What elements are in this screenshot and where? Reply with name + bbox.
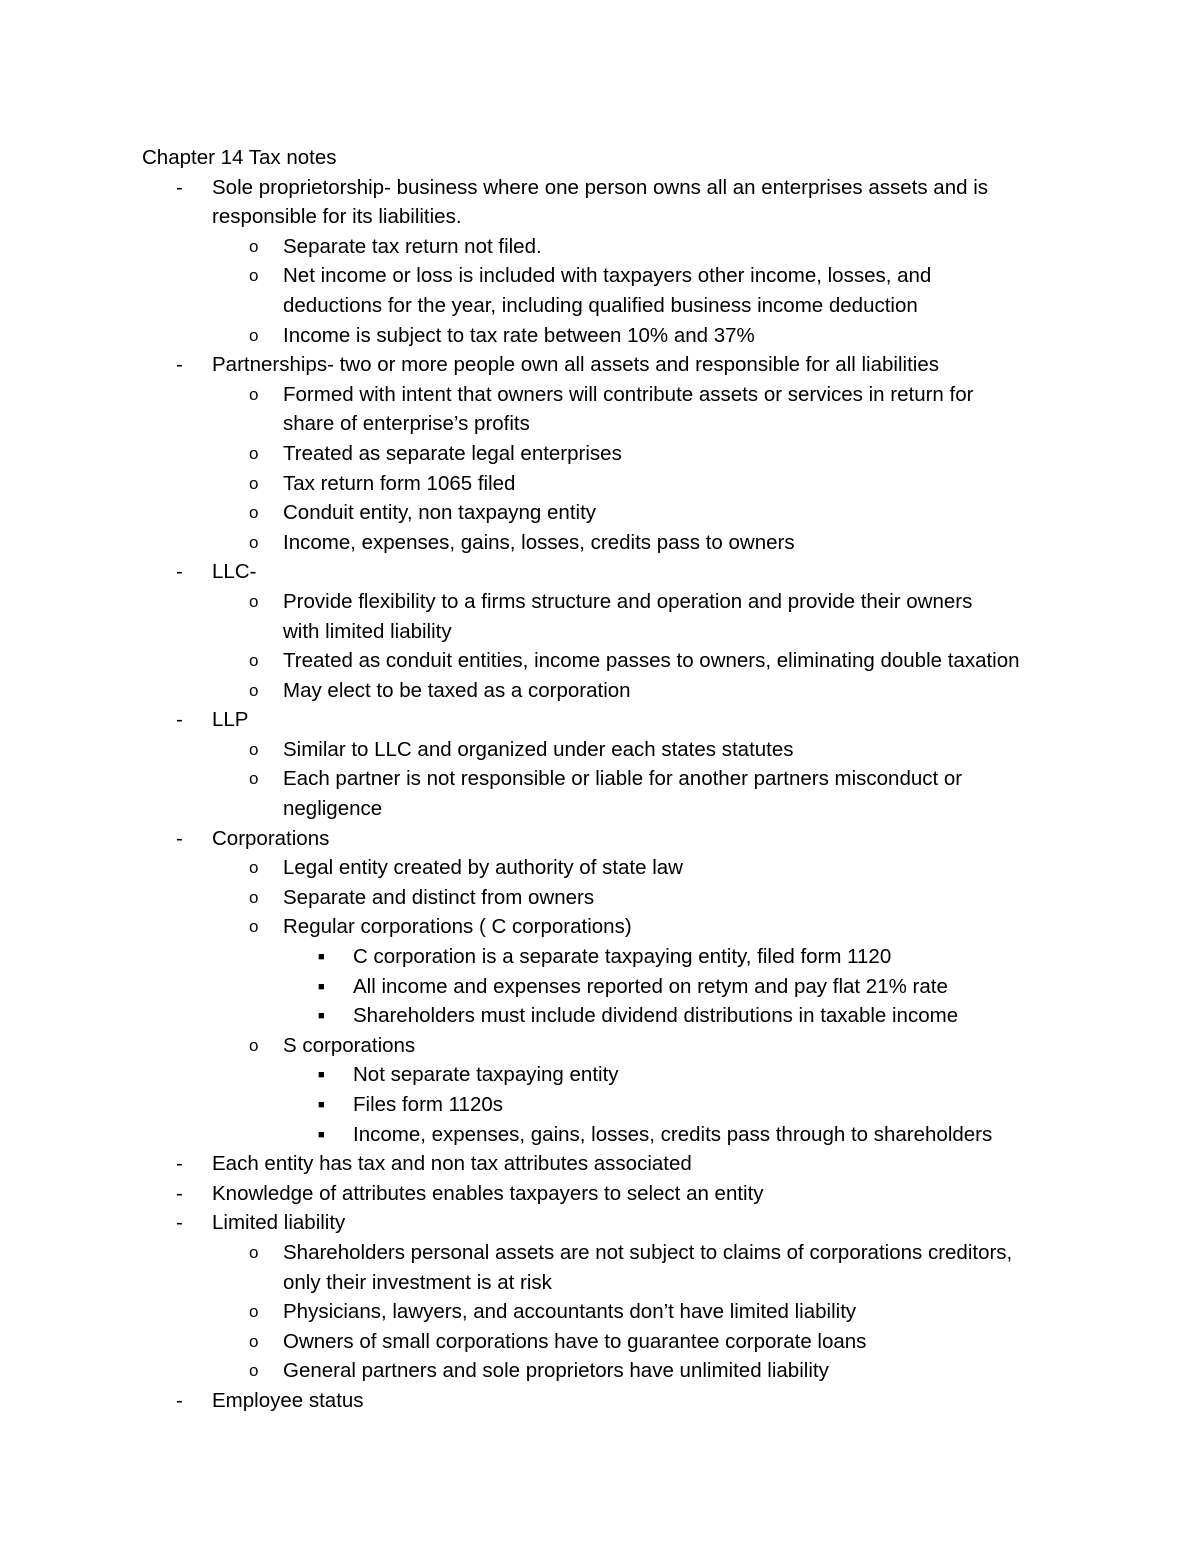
- circle-bullet: o: [249, 473, 259, 493]
- list-item: [0, 1120, 1200, 1150]
- list-item-text: Partnerships- two or more people own all assets and responsible for all liabilities: [212, 353, 939, 377]
- circle-bullet: o: [249, 443, 259, 463]
- dash-bullet: -: [176, 1152, 183, 1176]
- list-item-text: Net income or loss is included with taxpayers other income, losses, and: [283, 264, 932, 288]
- dash-bullet: -: [176, 708, 183, 732]
- list-item-text: S corporations: [283, 1033, 416, 1057]
- circle-bullet: o: [249, 651, 259, 671]
- list-item: [0, 1297, 1200, 1327]
- list-item-text: Regular corporations ( C corporations): [283, 915, 632, 939]
- list-item-text: Owners of small corporations have to guarantee corporate loans: [283, 1329, 867, 1353]
- dash-bullet: -: [176, 1181, 183, 1205]
- list-item-text: Shareholders must include dividend distributions in taxable income: [353, 1004, 959, 1028]
- circle-bullet: o: [249, 532, 259, 552]
- list-item: [0, 824, 1200, 854]
- list-item: [0, 173, 1200, 203]
- list-item-text: deductions for the year, including qualified business income deduction: [283, 293, 918, 317]
- list-item: [0, 1001, 1200, 1031]
- list-item: [0, 942, 1200, 972]
- list-item-continuation: [0, 1268, 1200, 1298]
- list-item-text: Separate and distinct from owners: [283, 885, 595, 909]
- list-item-continuation: [0, 291, 1200, 321]
- circle-bullet: o: [249, 503, 259, 523]
- list-item-text: Tax return form 1065 filed: [283, 471, 516, 495]
- square-bullet-icon: ■: [318, 951, 325, 964]
- notes-outline: [0, 173, 1200, 1416]
- list-item: [0, 587, 1200, 617]
- list-item: [0, 232, 1200, 262]
- circle-bullet: o: [249, 769, 259, 789]
- square-bullet-icon: ■: [318, 1128, 325, 1141]
- list-item-text: Each entity has tax and non tax attributes associated: [212, 1152, 692, 1176]
- list-item-text: Shareholders personal assets are not subject to claims of corporations creditors,: [283, 1240, 1013, 1264]
- list-item: [0, 764, 1200, 794]
- list-item: [0, 853, 1200, 883]
- list-item: [0, 439, 1200, 469]
- circle-bullet: o: [249, 680, 259, 700]
- list-item: [0, 912, 1200, 942]
- list-item-text: General partners and sole proprietors have unlimited liability: [283, 1359, 829, 1383]
- list-item: [0, 1208, 1200, 1238]
- list-item: [0, 972, 1200, 1002]
- list-item-text: Treated as conduit entities, income passes to owners, eliminating double taxation: [283, 649, 1020, 673]
- dash-bullet: -: [176, 1211, 183, 1235]
- list-item-text: Formed with intent that owners will contribute assets or services in return for: [283, 382, 974, 406]
- list-item-text: Income, expenses, gains, losses, credits pass through to shareholders: [353, 1122, 993, 1146]
- circle-bullet: o: [249, 1331, 259, 1351]
- list-item: [0, 1327, 1200, 1357]
- list-item-text: Limited liability: [212, 1211, 346, 1235]
- list-item: [0, 350, 1200, 380]
- dash-bullet: -: [176, 826, 183, 850]
- dash-bullet: -: [176, 175, 183, 199]
- list-item-text: Income is subject to tax rate between 10% and 37%: [283, 323, 755, 347]
- list-item-text: All income and expenses reported on retym and pay flat 21% rate: [353, 974, 948, 998]
- list-item-text: Knowledge of attributes enables taxpayers to select an entity: [212, 1181, 764, 1205]
- list-item: [0, 1031, 1200, 1061]
- circle-bullet: o: [249, 1242, 259, 1262]
- list-item: [0, 321, 1200, 351]
- document-title: Chapter 14 Tax notes: [142, 146, 337, 169]
- list-item: [0, 1060, 1200, 1090]
- list-item: [0, 261, 1200, 291]
- circle-bullet: o: [249, 236, 259, 256]
- list-item-text: Similar to LLC and organized under each states statutes: [283, 737, 794, 761]
- list-item-text: LLC-: [212, 560, 257, 584]
- square-bullet-icon: ■: [318, 1069, 325, 1082]
- list-item-text: Sole proprietorship- business where one person owns all an enterprises assets and is: [212, 175, 989, 199]
- list-item: [0, 469, 1200, 499]
- list-item-continuation: [0, 794, 1200, 824]
- dash-bullet: -: [176, 1388, 183, 1412]
- list-item: [0, 380, 1200, 410]
- list-item-text: Conduit entity, non taxpayng entity: [283, 501, 597, 525]
- list-item-text: Not separate taxpaying entity: [353, 1063, 619, 1087]
- list-item-text: responsible for its liabilities.: [212, 205, 462, 229]
- list-item-text: with limited liability: [283, 619, 452, 643]
- list-item-text: negligence: [283, 797, 383, 821]
- list-item-text: Corporations: [212, 826, 330, 850]
- list-item-text: share of enterprise’s profits: [283, 412, 530, 436]
- circle-bullet: o: [249, 858, 259, 878]
- circle-bullet: o: [249, 1035, 259, 1055]
- list-item: [0, 1386, 1200, 1416]
- list-item: [0, 883, 1200, 913]
- list-item-text: Treated as separate legal enterprises: [283, 441, 622, 465]
- circle-bullet: o: [249, 887, 259, 907]
- list-item-text: Income, expenses, gains, losses, credits pass to owners: [283, 530, 795, 554]
- list-item-text: LLP: [212, 708, 249, 732]
- list-item: [0, 735, 1200, 765]
- list-item: [0, 1090, 1200, 1120]
- list-item: [0, 676, 1200, 706]
- circle-bullet: o: [249, 325, 259, 345]
- circle-bullet: o: [249, 266, 259, 286]
- list-item-text: Each partner is not responsible or liable for another partners misconduct or: [283, 767, 963, 791]
- circle-bullet: o: [249, 1302, 259, 1322]
- list-item-text: C corporation is a separate taxpaying entity, filed form 1120: [353, 945, 892, 969]
- list-item: [0, 1356, 1200, 1386]
- circle-bullet: o: [249, 384, 259, 404]
- circle-bullet: o: [249, 739, 259, 759]
- list-item-continuation: [0, 617, 1200, 647]
- square-bullet-icon: ■: [318, 1099, 325, 1111]
- list-item: [0, 705, 1200, 735]
- list-item: [0, 1179, 1200, 1209]
- list-item: [0, 1238, 1200, 1268]
- list-item: [0, 498, 1200, 528]
- circle-bullet: o: [249, 1361, 259, 1381]
- list-item-text: Files form 1120s: [353, 1093, 504, 1116]
- list-item-text: Separate tax return not filed.: [283, 234, 542, 258]
- list-item-text: May elect to be taxed as a corporation: [283, 678, 631, 702]
- dash-bullet: -: [176, 560, 183, 584]
- list-item: [0, 646, 1200, 676]
- circle-bullet: o: [249, 917, 259, 937]
- list-item-text: Provide flexibility to a firms structure and operation and provide their owners: [283, 589, 973, 613]
- list-item: [0, 1149, 1200, 1179]
- list-item-continuation: [0, 202, 1200, 232]
- square-bullet-icon: ■: [318, 1010, 325, 1023]
- list-item: [0, 528, 1200, 558]
- circle-bullet: o: [249, 591, 259, 611]
- list-item-text: only their investment is at risk: [283, 1270, 552, 1294]
- list-item-text: Employee status: [212, 1388, 364, 1412]
- list-item-continuation: [0, 409, 1200, 439]
- list-item: [0, 557, 1200, 587]
- list-item-text: Legal entity created by authority of state law: [283, 856, 683, 880]
- dash-bullet: -: [176, 353, 183, 377]
- square-bullet-icon: ■: [318, 980, 325, 993]
- list-item-text: Physicians, lawyers, and accountants don’t have limited liability: [283, 1300, 857, 1324]
